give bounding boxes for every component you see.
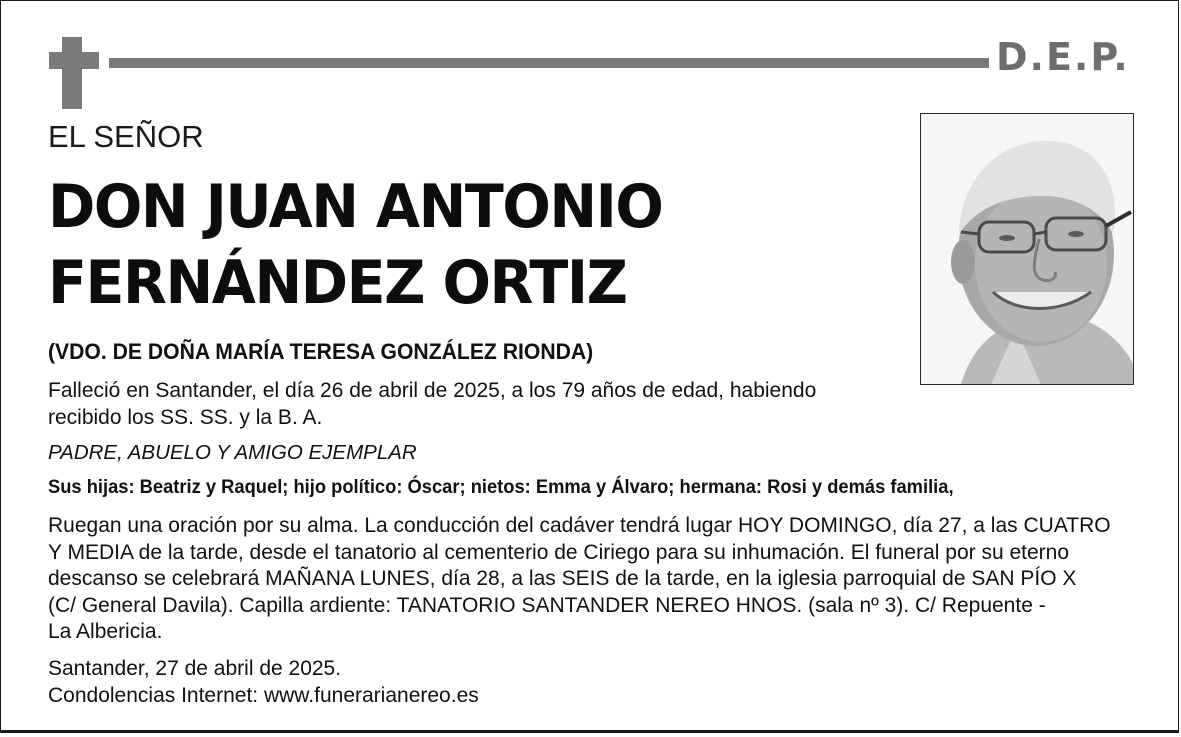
service-line: Ruegan una oración por su alma. La conducción del cadáver tendrá lugar HOY DOMINGO, día 27, a las CUATRO (48, 514, 1111, 537)
deceased-name-line-2: FERNÁNDEZ ORTIZ (48, 248, 627, 318)
header-rule (109, 58, 989, 68)
death-notice (48, 378, 816, 431)
service-details (48, 513, 1111, 646)
place-date: Santander, 27 de abril de 2025. (48, 657, 342, 680)
family-list: Sus hijas: Beatriz y Raquel; hijo político: Óscar; nietos: Emma y Álvaro; hermana: Rosi y demás familia, (48, 476, 954, 498)
death-notice-line: Falleció en Santander, el día 26 de abril de 2025, a los 79 años de edad, habiendo (48, 379, 817, 402)
epithet: PADRE, ABUELO Y AMIGO EJEMPLAR (48, 441, 417, 464)
condolences-line: Condolencias Internet: www.funerarianereo.es (48, 683, 479, 707)
deceased-name (48, 169, 662, 321)
latin-cross-icon (62, 37, 82, 109)
latin-cross-icon-bar (49, 52, 99, 69)
death-notice-line: recibido los SS. SS. y la B. A. (48, 405, 323, 429)
service-line: (C/ General Davila). Capilla ardiente: TANATORIO SANTANDER NEREO HNOS. (sala nº 3). C/ Repuente - (48, 593, 1046, 617)
dep-label: D.E.P. (996, 35, 1130, 79)
portrait-photo (920, 113, 1134, 385)
service-line: descanso se celebrará MAÑANA LUNES, día 28, a las SEIS de la tarde, en la iglesia parroquial de SAN PÍO X (48, 567, 1077, 590)
service-line: La Albericia. (48, 620, 163, 643)
deceased-name-line-1: DON JUAN ANTONIO (48, 172, 663, 242)
honorific: EL SEÑOR (48, 119, 204, 154)
portrait-illustration (921, 114, 1133, 384)
service-line: Y MEDIA de la tarde, desde el tanatorio al cementerio de Ciriego para su inhumación. El funeral por su eterno (48, 540, 1070, 564)
closing (48, 656, 479, 709)
widower-of: (VDO. DE DOÑA MARÍA TERESA GONZÁLEZ RIONDA) (48, 339, 594, 364)
